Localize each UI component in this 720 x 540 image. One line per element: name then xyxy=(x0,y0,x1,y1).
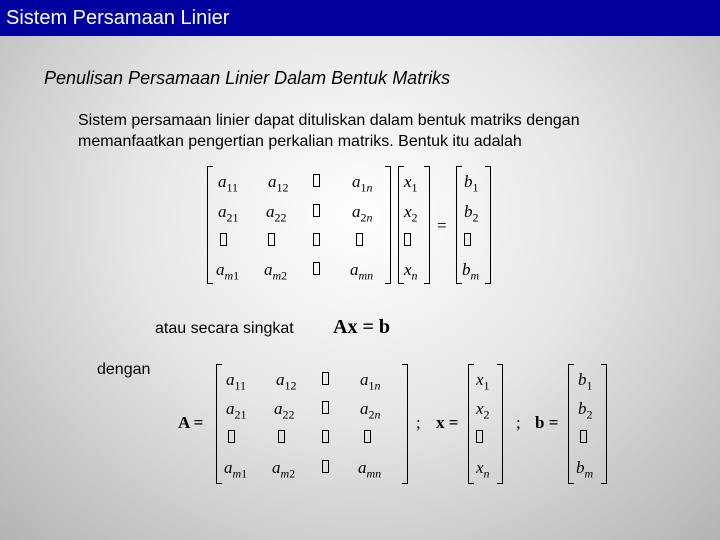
separator-semicolon: ; xyxy=(416,413,421,432)
def-a-entry xyxy=(278,428,285,448)
def-b-left-bracket xyxy=(568,364,574,484)
def-a-entry xyxy=(322,458,329,478)
def-a-entry: $a_{m1}$ xyxy=(224,458,248,481)
vector-x-entry: $x_2$ xyxy=(404,202,418,225)
vector-x-entry: $x_n$ xyxy=(404,260,418,283)
matrix-a-entry xyxy=(313,202,320,222)
def-b-entry: $b_m$ xyxy=(576,458,594,481)
vector-b-label: b = xyxy=(535,413,559,432)
body-paragraph: Sistem persamaan linier dapat dituliskan dalam bentuk matriks dengan memanfaatkan pengertian perkalian matriks. Bentuk itu adalah xyxy=(78,112,580,150)
matrix-a-entry: $a_{22}$ xyxy=(266,202,287,225)
matrix-a-entry: $a_{21}$ xyxy=(218,202,239,225)
def-x-entry: $x_2$ xyxy=(476,399,490,422)
matrix-a-entry xyxy=(356,231,363,251)
matrix-a-entry: $a_{12}$ xyxy=(268,172,289,195)
definition-label: dengan xyxy=(97,361,151,378)
def-x-entry xyxy=(476,428,483,448)
matrix-a-right-bracket xyxy=(385,166,391,284)
def-a-entry: $a_{m2}$ xyxy=(272,458,296,481)
vector-x-entry: $x_1$ xyxy=(404,172,418,195)
def-a-entry xyxy=(322,428,329,448)
def-x-entry: $x_1$ xyxy=(476,370,490,393)
short-form-equation: Ax = b xyxy=(333,316,390,338)
def-b-entry: $b_1$ xyxy=(578,370,593,393)
def-a-entry: $a_{1n}$ xyxy=(360,370,381,393)
def-a-entry xyxy=(322,370,329,390)
vector-x-label: x = xyxy=(436,413,459,432)
matrix-a-entry: $a_{11}$ xyxy=(218,172,239,195)
separator-semicolon: ; xyxy=(516,413,521,432)
matrix-a-entry: $a_{2n}$ xyxy=(352,202,373,225)
matrix-a-entry xyxy=(313,231,320,251)
vector-x-right-bracket xyxy=(424,166,430,284)
matrix-a-entry xyxy=(313,260,320,280)
def-a-entry xyxy=(322,399,329,419)
matrix-a-entry: $a_{1n}$ xyxy=(352,172,373,195)
vector-b-entry: $b_1$ xyxy=(464,172,479,195)
matrix-a-entry: $a_{m2}$ xyxy=(264,260,288,283)
def-a-entry xyxy=(364,428,371,448)
matrix-a-entry: $a_{m1}$ xyxy=(216,260,240,283)
vector-b-right-bracket xyxy=(485,166,491,284)
matrix-a-label: A = xyxy=(178,413,204,432)
def-a-left-bracket xyxy=(216,364,222,484)
slide-title: Sistem Persamaan Linier xyxy=(0,0,720,36)
short-form-label: atau secara singkat xyxy=(155,320,294,337)
def-a-right-bracket xyxy=(402,364,408,484)
def-a-entry xyxy=(228,428,235,448)
matrix-a-entry xyxy=(313,172,320,192)
matrix-a-left-bracket xyxy=(207,166,213,284)
def-a-entry: $a_{2n}$ xyxy=(360,399,381,422)
def-a-entry: $a_{12}$ xyxy=(276,370,297,393)
matrix-a-entry xyxy=(268,231,275,251)
def-x-entry: $x_n$ xyxy=(476,458,490,481)
def-x-left-bracket xyxy=(468,364,474,484)
vector-x-entry xyxy=(404,231,411,251)
def-a-entry: $a_{mn}$ xyxy=(358,458,382,481)
vector-b-entry: $b_2$ xyxy=(464,202,479,225)
section-heading: Penulisan Persamaan Linier Dalam Bentuk Matriks xyxy=(44,68,451,88)
matrix-a-entry xyxy=(220,231,227,251)
vector-b-entry xyxy=(464,231,471,251)
def-a-entry: $a_{21}$ xyxy=(226,399,247,422)
vector-b-entry: $b_m$ xyxy=(462,260,480,283)
def-b-right-bracket xyxy=(601,364,607,484)
def-a-entry: $a_{22}$ xyxy=(274,399,295,422)
def-a-entry: $a_{11}$ xyxy=(226,370,247,393)
matrix-a-entry: $a_{mn}$ xyxy=(350,260,374,283)
def-b-entry: $b_2$ xyxy=(578,399,593,422)
def-b-entry xyxy=(580,428,587,448)
equals-sign: = xyxy=(437,216,447,235)
def-x-right-bracket xyxy=(497,364,503,484)
